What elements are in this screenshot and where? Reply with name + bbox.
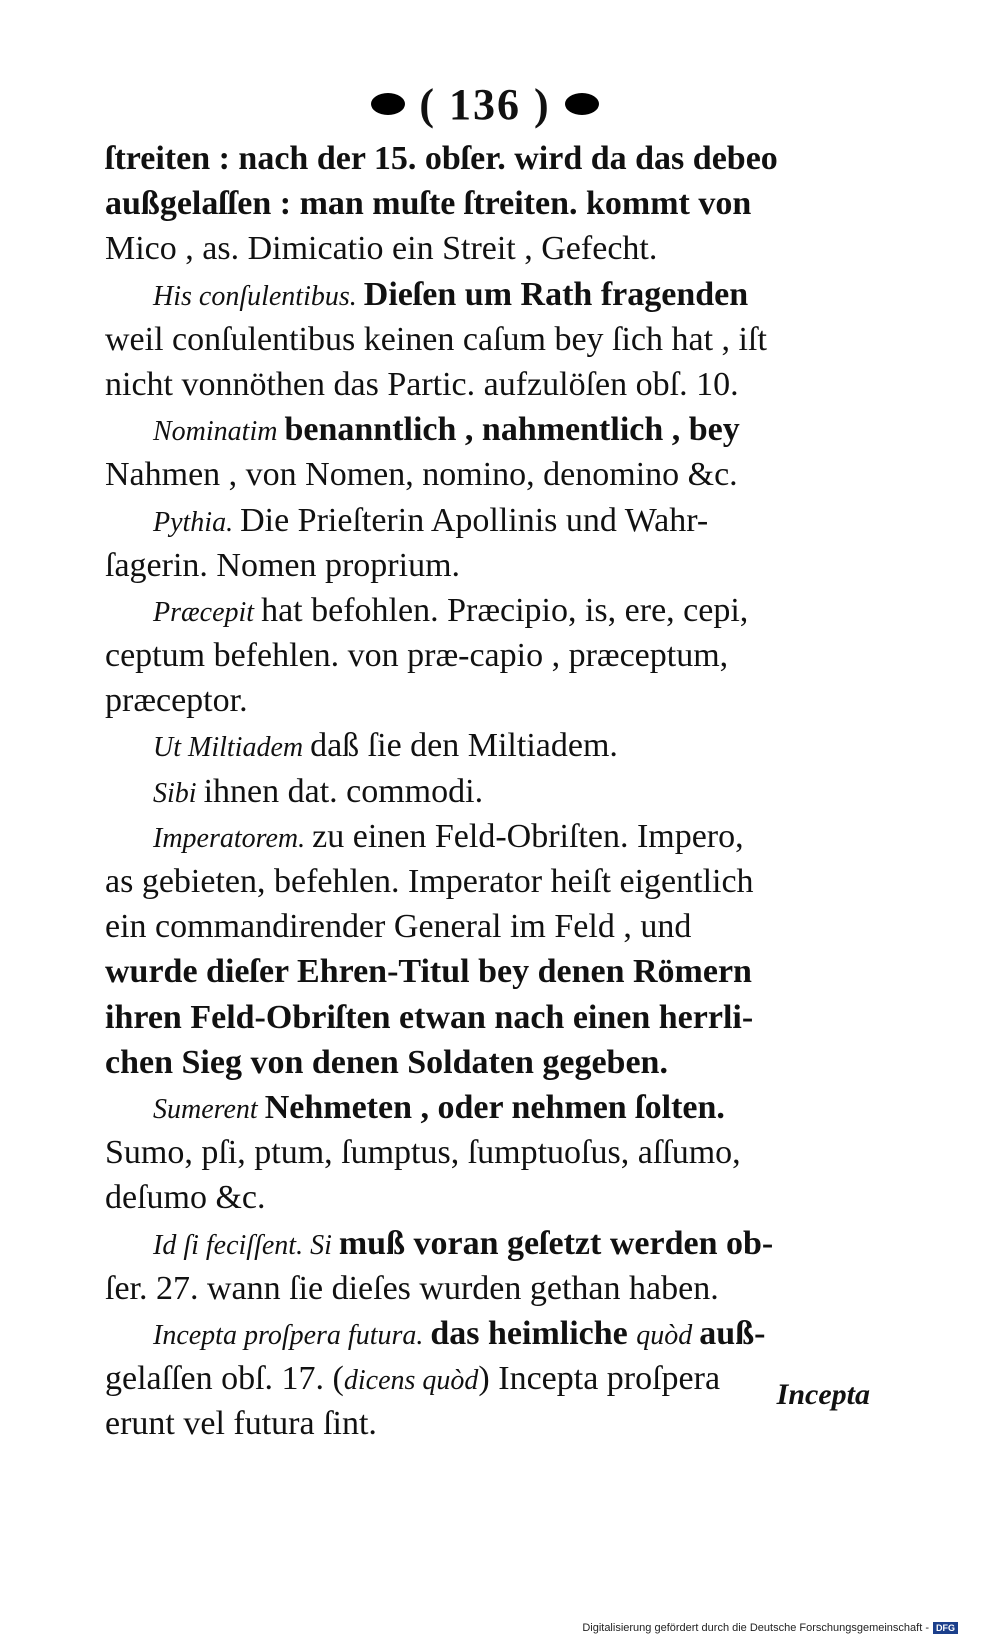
text-span: Mico , as. Dimicatio ein Streit , Gefecht. bbox=[105, 230, 658, 268]
text-span: ihren Feld-Obriſten etwan nach einen herrli- bbox=[105, 998, 754, 1036]
page-number: ( 136 ) bbox=[419, 79, 551, 129]
latin-term: His conſulentibus. bbox=[153, 280, 364, 312]
text-span: as gebieten, befehlen. Imperator heiſt eigentlich bbox=[105, 863, 754, 900]
text-span: Dieſen um Rath fragenden bbox=[363, 275, 749, 313]
latin-term: Sibi bbox=[153, 777, 204, 809]
text-span: gelaſſen obſ. 17. ( bbox=[105, 1360, 344, 1398]
text-line bbox=[105, 136, 875, 181]
latin-term: Pythia. bbox=[153, 506, 241, 538]
dfg-logo-badge: DFG bbox=[933, 1622, 958, 1634]
text-span: ) Incepta proſpera bbox=[478, 1360, 721, 1398]
text-span: erunt vel futura ſint. bbox=[105, 1405, 377, 1443]
text-span: Die Prieſterin Apollinis und Wahr- bbox=[240, 501, 709, 539]
latin-term: Nominatim bbox=[153, 416, 285, 448]
text-line bbox=[105, 498, 875, 543]
text-line bbox=[105, 407, 875, 452]
body-text bbox=[105, 136, 875, 1446]
text-span: auß- bbox=[699, 1314, 766, 1352]
text-line bbox=[105, 1356, 875, 1401]
text-span: ſtreiten : nach der 15. obſer. wird da das debeo bbox=[105, 140, 778, 177]
text-line bbox=[105, 226, 875, 271]
text-span: muß voran geſetzt werden ob- bbox=[338, 1224, 774, 1262]
text-line bbox=[105, 317, 875, 362]
latin-term: dicens quòd bbox=[343, 1365, 479, 1397]
text-line bbox=[105, 859, 875, 904]
latin-term: Sumerent bbox=[153, 1093, 265, 1125]
text-span: benanntlich , nahmentlich , bey bbox=[284, 411, 740, 449]
left-ornament-icon bbox=[367, 88, 409, 120]
text-line bbox=[105, 1085, 875, 1130]
text-span: Nahmen , von Nomen, nomino, denomino &c. bbox=[105, 456, 738, 494]
text-span: wurde dieſer Ehren-Titul bey denen Römern bbox=[105, 953, 752, 991]
text-span: ceptum befehlen. von præ-capio , præceptum, bbox=[105, 637, 729, 675]
text-span: das heimliche bbox=[430, 1314, 637, 1352]
footer-text: Digitalisierung gefördert durch die Deutsche Forschungsgemeinschaft - bbox=[582, 1622, 929, 1634]
text-span: chen Sieg von denen Soldaten gegeben. bbox=[105, 1043, 668, 1081]
text-span: ſer. 27. wann ſie dieſes wurden gethan haben. bbox=[105, 1269, 719, 1307]
latin-term: Incepta proſpera futura. bbox=[153, 1319, 431, 1351]
text-span: nicht vonnöthen das Partic. aufzulöſen obſ. 10. bbox=[105, 365, 739, 403]
latin-term: Id ſi feciſſent. Si bbox=[153, 1229, 339, 1261]
text-span: Sumo, pſi, ptum, ſumptus, ſumptuoſus, aſſumo, bbox=[105, 1134, 741, 1172]
text-line bbox=[105, 723, 875, 768]
text-line bbox=[105, 272, 875, 317]
text-line bbox=[105, 452, 875, 497]
text-line bbox=[105, 588, 875, 633]
text-line bbox=[105, 678, 875, 723]
text-line bbox=[105, 1266, 875, 1311]
latin-term: Imperatorem. bbox=[153, 822, 313, 854]
text-line bbox=[105, 1311, 875, 1356]
right-ornament-icon bbox=[561, 88, 603, 120]
text-span: daß ſie den Miltiadem. bbox=[310, 727, 618, 765]
text-span: præceptor. bbox=[105, 682, 248, 720]
text-span: ſagerin. Nomen proprium. bbox=[105, 546, 461, 584]
text-line bbox=[105, 543, 875, 588]
text-span: weil conſulentibus keinen caſum bey ſich hat , iſt bbox=[105, 320, 767, 358]
text-line bbox=[105, 1401, 875, 1446]
text-line bbox=[105, 1040, 875, 1085]
text-line bbox=[105, 1175, 875, 1220]
text-span: ein commandirender General im Feld , und bbox=[105, 908, 692, 946]
latin-term: quòd bbox=[636, 1319, 700, 1351]
latin-term: Præcepit bbox=[153, 596, 262, 628]
text-line bbox=[105, 904, 875, 949]
text-line bbox=[105, 769, 875, 814]
text-line bbox=[105, 633, 875, 678]
catchword: Incepta bbox=[776, 1378, 870, 1411]
text-line bbox=[105, 181, 875, 226]
text-span: Nehmeten , oder nehmen ſolten. bbox=[264, 1088, 725, 1126]
text-line bbox=[105, 1221, 875, 1266]
text-span: ihnen dat. commodi. bbox=[203, 772, 484, 810]
footer bbox=[582, 1622, 958, 1634]
text-line bbox=[105, 995, 875, 1040]
text-line bbox=[105, 362, 875, 407]
latin-term: Ut Miltiadem bbox=[153, 732, 311, 764]
text-span: außgelaſſen : man muſte ſtreiten. kommt von bbox=[105, 185, 752, 223]
text-line bbox=[105, 1130, 875, 1175]
text-line bbox=[105, 814, 875, 859]
text-span: deſumo &c. bbox=[105, 1179, 266, 1217]
text-span: zu einen Feld-Obriſten. Impero, bbox=[312, 817, 744, 855]
text-span: hat befohlen. Præcipio, is, ere, cepi, bbox=[261, 591, 749, 629]
text-line bbox=[105, 949, 875, 994]
page-header bbox=[345, 76, 625, 132]
